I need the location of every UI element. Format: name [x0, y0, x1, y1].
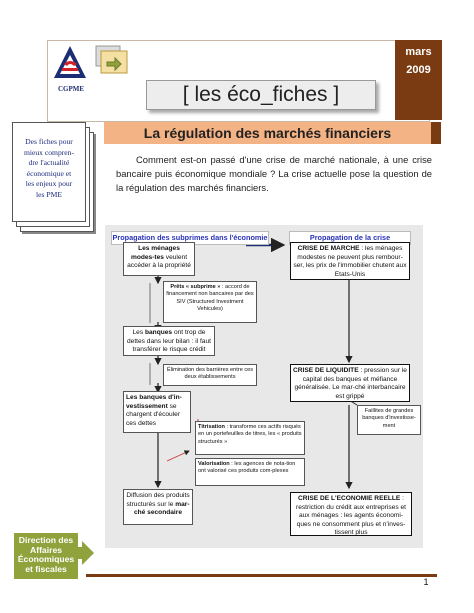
side-note-line: Des fiches pour: [25, 137, 73, 146]
box-banques-text: ont trop de dettes dans leur bilan : il faut transférer le risque crédit: [127, 329, 211, 353]
date-year: 2009: [406, 64, 431, 76]
side-note-line: les enjeux pour: [25, 179, 73, 188]
arrow-right-icon: [74, 541, 96, 565]
department-note: Direction des Affaires Économiques et fiscales: [14, 533, 78, 579]
box-titrisation-text: : transforme ces actifs risqués en un portefeuilles de titres, les « produits structurés »: [198, 424, 302, 445]
article-intro: Comment est-on passé d'une crise de marché nationale, à une crise bancaire puis économique mondiale ? La crise actuelle pose la question de la régulation des marchés financiers.: [116, 154, 432, 193]
date-box: [395, 40, 442, 120]
box-crise-liquidite-bold: CRISE DE LIQUIDITE: [293, 367, 359, 374]
box-diffusion: [123, 489, 193, 525]
box-prets: [163, 281, 257, 323]
box-valorisation-text: : les agences de nota-tion ont valorisé ces produits com-plexes: [198, 461, 296, 475]
box-banques-pre: Les: [132, 329, 145, 336]
box-banques-dettes: [123, 326, 215, 356]
side-note-line: dre l'actualité: [28, 158, 70, 167]
box-titrisation: [195, 421, 305, 455]
footer-rule: [86, 574, 437, 577]
box-prets-bold: Prêts « subprime »: [170, 284, 222, 290]
side-note-text: [12, 122, 86, 222]
box-crise-eco: [290, 492, 412, 536]
box-menages-text: veulent accéder à la propriété: [127, 253, 191, 269]
article-title: La régulation des marchés financiers: [104, 122, 431, 144]
box-diffusion-bold: mar-ché secondaire: [133, 500, 190, 516]
logo-text: CGPME: [57, 85, 85, 93]
box-diffusion-text: Diffusion des produits structurés sur le: [126, 492, 190, 508]
page-title: [ les éco_fiches ]: [146, 80, 376, 110]
box-crise-liquidite: [290, 364, 410, 402]
box-valorisation-bold: Valorisation: [198, 461, 230, 467]
box-faillites: [357, 405, 421, 435]
box-crise-liquidite-text: : pression sur le capital des banques et méfiance généralisée. Le mar-ché interbancaire est grippé: [294, 367, 407, 400]
box-invest-text: se chargent d'écouler ces dettes: [126, 402, 181, 427]
box-menages: [123, 242, 195, 276]
folder-icon: [93, 44, 129, 76]
left-column-header: Propagation des subprimes dans l'économie: [111, 231, 269, 245]
box-crise-marche: [290, 242, 410, 280]
cgpme-logo-icon: [52, 44, 88, 86]
box-elimination: [163, 364, 257, 386]
box-crise-eco-text: : restriction du crédit aux entreprises et aux ménages : les agents économi-ques ne consomment plus et n'inves-tissent plus: [296, 495, 406, 536]
side-note-line: mieux compren-: [24, 147, 74, 157]
box-menages-bold: Les ménages modes-tes: [130, 245, 180, 261]
box-invest-bold: Les banques d'in-vestissement: [126, 394, 182, 410]
box-titrisation-bold: Titrisation: [198, 424, 225, 430]
date-month: mars: [405, 46, 432, 58]
side-note: [12, 122, 97, 232]
box-faillites-text: Faillites de grandes banques d'investisse-ment: [362, 408, 416, 429]
box-crise-eco-bold: CRISE DE L'ECONOMIE REELLE: [298, 495, 401, 502]
box-valorisation: [195, 458, 305, 486]
right-column-header: Propagation de la crise: [289, 231, 411, 245]
box-banques-bold: banques: [144, 329, 173, 336]
propagation-diagram: [105, 225, 423, 548]
box-crise-marche-text: : les ménages modestes ne peuvent plus rembour-ser, les prix de l'immobilier chutent aux Etats-Unis: [293, 245, 407, 278]
page-number: 1: [423, 577, 429, 587]
box-elimination-text: Élimination des barrières entre ces deux établissements: [166, 367, 254, 381]
side-note-line: économique et: [26, 168, 72, 178]
box-prets-text: : accord de financement non bancaires par des SIV (Structured Investment Vehicules): [166, 284, 254, 313]
title-accent: [431, 122, 441, 144]
side-note-line: les PME: [36, 189, 62, 199]
box-banques-invest: [123, 391, 191, 433]
box-crise-marche-bold: CRISE DE MARCHE: [297, 245, 360, 252]
